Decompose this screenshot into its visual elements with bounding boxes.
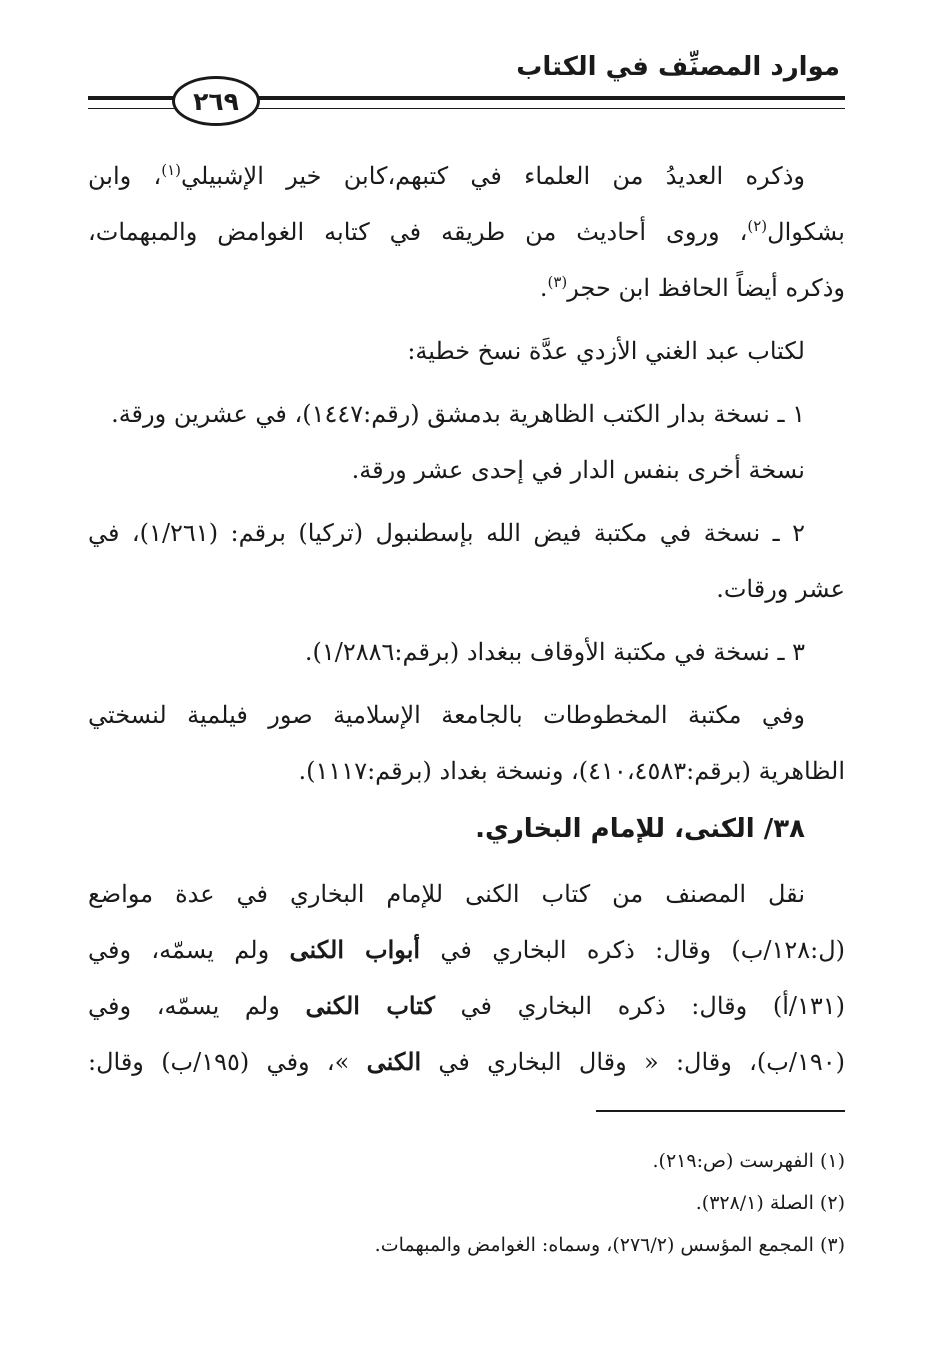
text-line xyxy=(88,1034,845,1090)
footnote-rule xyxy=(596,1110,845,1112)
footnotes xyxy=(88,1140,845,1266)
section-heading: ٣٨/ الكنى، للإمام البخاري. xyxy=(475,814,805,844)
manuscript-item: وفي مكتبة المخطوطات بالجامعة الإسلامية صور فيلمية لنسختي xyxy=(88,701,805,729)
text-segment: . xyxy=(539,274,548,302)
bold-term: الكنى xyxy=(366,1047,422,1076)
text-segment: »، وفي (١٩٥/ب) وقال: xyxy=(88,1048,367,1076)
text-segment: ولم يسمّه، وفي xyxy=(88,992,306,1020)
footnote-ref: (١) xyxy=(161,161,181,179)
footnote-item: (١) الفهرست (ص:٢١٩). xyxy=(652,1150,845,1172)
text-segment: (ل:١٢٨/ب) وقال: ذكره البخاري في xyxy=(420,936,845,964)
text-line xyxy=(88,204,845,260)
text-line: نقل المصنف من كتاب الكنى للإمام البخاري في عدة مواضع xyxy=(88,880,805,908)
text-segment: (١٣١/أ) وقال: ذكره البخاري في xyxy=(434,992,845,1020)
main-text xyxy=(88,148,845,1090)
text-segment: ، وروى أحاديث من طريقه في كتابه الغوامض والمبهمات، xyxy=(88,218,748,246)
manuscripts-intro: لكتاب عبد الغني الأزدي عدَّة نسخ خطية: xyxy=(407,337,805,365)
footnote-item: (٣) المجمع المؤسس (٢٧٦/٢)، وسماه: الغوامض والمبهمات. xyxy=(374,1234,845,1256)
bold-term: أبواب الكنى xyxy=(289,935,421,964)
manuscript-item: عشر ورقات. xyxy=(716,575,845,603)
text-line xyxy=(88,978,845,1034)
footnote-ref: (٢) xyxy=(747,217,768,235)
text-segment: بشكوال xyxy=(767,218,845,246)
manuscript-item: ٢ ـ نسخة في مكتبة فيض الله بإسطنبول (تركيا) برقم: (١/٢٦١)، في xyxy=(88,519,806,547)
manuscript-item: الظاهرية (برقم:٤١٠،٤٥٨٣)، ونسخة بغداد (برقم:١١١٧). xyxy=(298,757,845,785)
text-line xyxy=(88,148,845,204)
page-number: ٢٦٩ xyxy=(172,76,260,126)
text-segment: وذكره أيضاً الحافظ ابن حجر xyxy=(567,274,845,302)
text-line xyxy=(88,260,845,316)
text-segment: ولم يسمّه، وفي xyxy=(88,936,290,964)
manuscript-item: ٣ ـ نسخة في مكتبة الأوقاف ببغداد (برقم:١/٢٨٨٦). xyxy=(304,638,805,666)
text-segment: ، وابن xyxy=(88,162,162,190)
footnote-ref: (٣) xyxy=(547,273,568,291)
running-title: موارد المصنِّف في الكتاب xyxy=(516,52,840,82)
manuscript-item: نسخة أخرى بنفس الدار في إحدى عشر ورقة. xyxy=(351,456,805,484)
text-line xyxy=(88,922,845,978)
manuscript-item: ١ ـ نسخة بدار الكتب الظاهرية بدمشق (رقم:١٤٤٧)، في عشرين ورقة. xyxy=(111,400,805,428)
bold-term: كتاب الكنى xyxy=(305,991,435,1020)
footnote-item: (٢) الصلة (٣٢٨/١). xyxy=(695,1192,845,1214)
text-segment: (١٩٠/ب)، وقال: « وقال البخاري في xyxy=(421,1048,845,1076)
text-segment: وذكره العديدُ من العلماء في كتبهم،كابن خير الإشبيلي xyxy=(181,162,805,190)
